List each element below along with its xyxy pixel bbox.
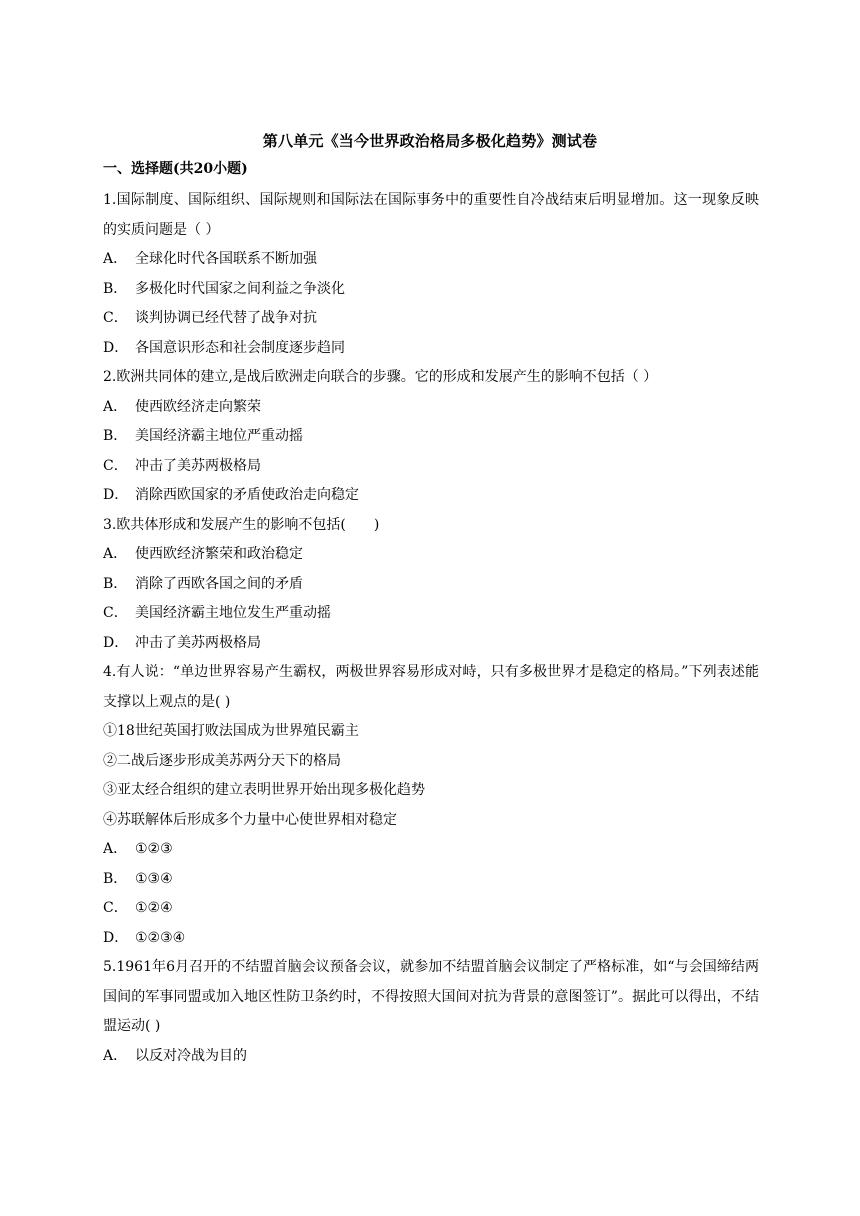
option-text: 消除西欧国家的矛盾使政治走向稳定 xyxy=(135,487,359,503)
option-text: 冲击了美苏两极格局 xyxy=(135,457,261,474)
statement-1: ①18世纪英国打败法国成为世界殖民霸主 xyxy=(103,723,359,739)
option-letter: C． xyxy=(103,310,128,326)
option-b[interactable] xyxy=(103,275,759,305)
option-text: 各国意识形态和社会制度逐步趋同 xyxy=(135,339,345,356)
statement-2: ②二战后逐步形成美苏两分天下的格局 xyxy=(103,752,341,769)
option-a[interactable] xyxy=(103,393,759,423)
option-d[interactable] xyxy=(103,924,759,954)
question-stem: 1.国际制度、国际组织、国际规则和国际法在国际事务中的重要性自冷战结束后明显增加。这一现象反映的实质问题是（ ） xyxy=(103,192,759,238)
option-letter: A． xyxy=(103,251,128,267)
option-letter: B． xyxy=(103,870,128,887)
section-heading: 一、选择题(共20小题) xyxy=(103,161,248,177)
option-c[interactable] xyxy=(103,894,759,924)
question-1 xyxy=(103,186,759,363)
option-c[interactable] xyxy=(103,452,759,482)
statement-4: ④苏联解体后形成多个力量中心使世界相对稳定 xyxy=(103,811,397,828)
option-b[interactable] xyxy=(103,865,759,895)
option-text: 使西欧经济走向繁荣 xyxy=(135,398,261,415)
question-stem: 2.欧洲共同体的建立,是战后欧洲走向联合的步骤。它的形成和发展产生的影响不包括（ ） xyxy=(103,369,658,385)
question-4 xyxy=(103,658,759,953)
option-text: 以反对冷战为目的 xyxy=(135,1047,247,1064)
option-letter: C． xyxy=(103,900,128,916)
option-letter: D． xyxy=(103,487,129,503)
question-stem: 3.欧共体形成和发展产生的影响不包括( ) xyxy=(103,516,380,533)
option-b[interactable] xyxy=(103,570,759,600)
document-title: 第八单元《当今世界政治格局多极化趋势》测试卷 xyxy=(262,132,598,150)
option-c[interactable] xyxy=(103,304,759,334)
option-letter: D． xyxy=(103,339,129,356)
option-a[interactable] xyxy=(103,835,759,865)
question-list xyxy=(103,186,759,1071)
question-stem: 4.有人说：“单边世界容易产生霸权，两极世界容易形成对峙，只有多极世界才是稳定的格局。”下列表述能支撑以上观点的是( ) xyxy=(103,664,759,710)
option-text: 多极化时代国家之间利益之争淡化 xyxy=(135,280,345,297)
option-a[interactable] xyxy=(103,1042,759,1072)
question-stem: 5.1961年6月召开的不结盟首脑会议预备会议，就参加不结盟首脑会议制定了严格标准，如“与会国缔结两国间的军事同盟或加入地区性防卫条约时，不得按照大国间对抗为背景的意图签订”。据此可以得出，不结盟运动( ) xyxy=(103,959,759,1034)
option-d[interactable] xyxy=(103,334,759,364)
option-text: 全球化时代各国联系不断加强 xyxy=(135,251,317,267)
option-text: 冲击了美苏两极格局 xyxy=(135,634,261,651)
option-letter: B． xyxy=(103,280,128,297)
option-a[interactable] xyxy=(103,245,759,275)
option-text: ①②③ xyxy=(135,841,173,857)
statement-3: ③亚太经合组织的建立表明世界开始出现多极化趋势 xyxy=(103,782,425,798)
option-letter: A． xyxy=(103,546,128,562)
option-letter: A． xyxy=(103,398,128,415)
option-text: 美国经济霸主地位发生严重动摇 xyxy=(135,605,331,621)
option-text: 美国经济霸主地位严重动摇 xyxy=(135,428,303,444)
option-letter: B． xyxy=(103,575,128,592)
option-text: ①②③④ xyxy=(135,929,186,946)
option-c[interactable] xyxy=(103,599,759,629)
option-a[interactable] xyxy=(103,540,759,570)
option-d[interactable] xyxy=(103,481,759,511)
option-text: ①②④ xyxy=(135,900,173,916)
option-letter: B． xyxy=(103,428,128,444)
option-letter: D． xyxy=(103,634,129,651)
option-text: 消除了西欧各国之间的矛盾 xyxy=(135,575,303,592)
option-text: ①③④ xyxy=(135,870,173,887)
question-2 xyxy=(103,363,759,511)
option-text: 使西欧经济繁荣和政治稳定 xyxy=(135,546,303,562)
option-letter: C． xyxy=(103,457,128,474)
option-letter: A． xyxy=(103,1047,128,1064)
option-text: 谈判协调已经代替了战争对抗 xyxy=(135,310,317,326)
option-b[interactable] xyxy=(103,422,759,452)
option-letter: C． xyxy=(103,605,128,621)
question-3 xyxy=(103,511,759,659)
option-letter: D． xyxy=(103,929,129,946)
option-d[interactable] xyxy=(103,629,759,659)
option-letter: A． xyxy=(103,841,128,857)
question-5 xyxy=(103,953,759,1071)
